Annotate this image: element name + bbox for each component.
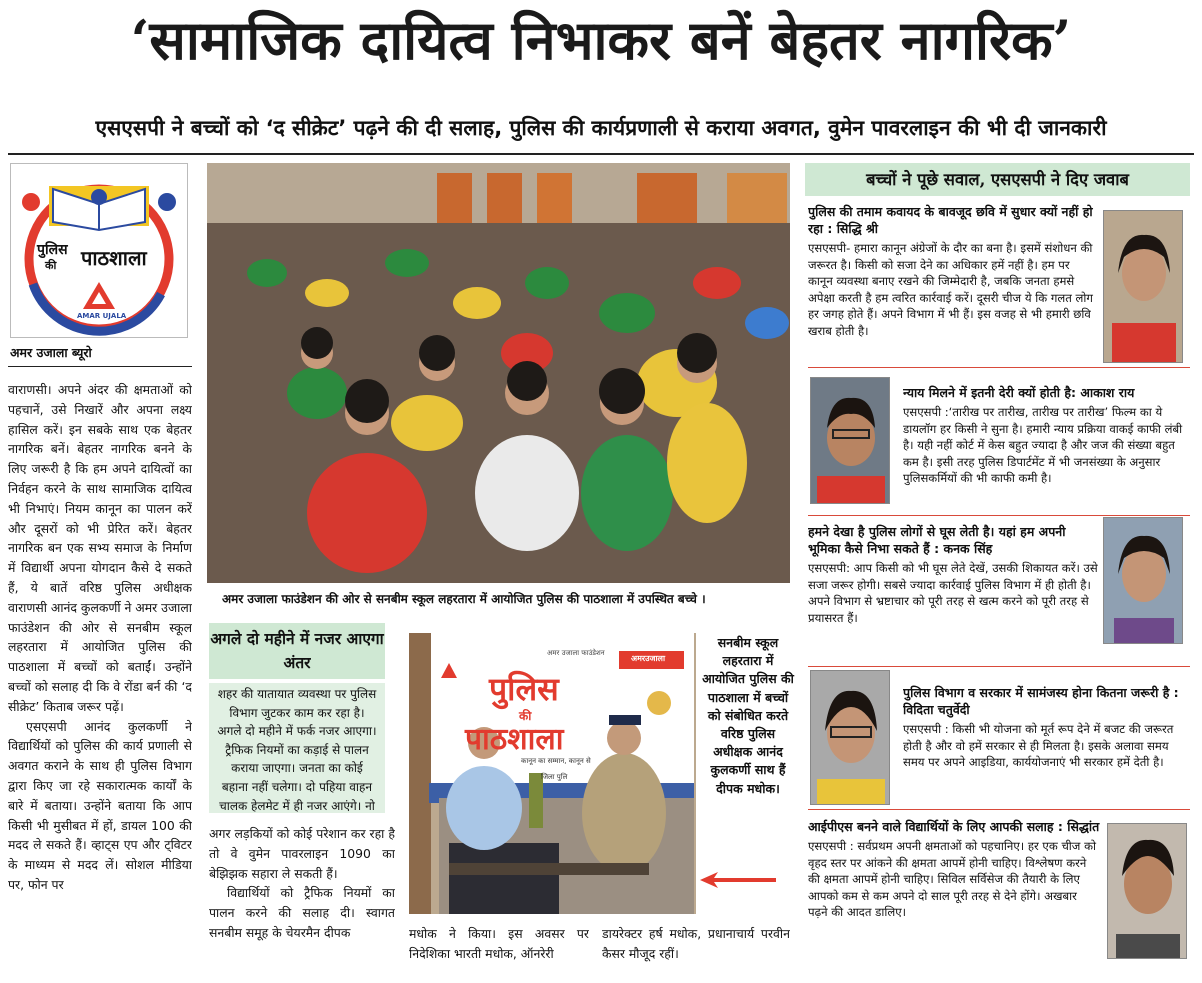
qa-separator — [808, 515, 1190, 516]
article-paragraph: अगर लड़कियों को कोई परेशान कर रहा है तो वे वुमेन पावरलाइन 1090 का बेझिझक सहारा ले सकती हैं। — [209, 826, 395, 881]
student-portrait — [1103, 210, 1183, 363]
article-paragraph: मधोक ने किया। इस अवसर पर निदेशिका भारती मधोक, ऑनरेरी — [409, 926, 589, 961]
banner-title1: पुलिस — [489, 670, 559, 708]
qa-question: पुलिस की तमाम कवायद के बावजूद छवि में सुधार क्यों नहीं हो रहा : सिद्धि श्री — [808, 204, 1093, 236]
header-rule — [8, 153, 1194, 155]
banner-tagline: कानून का सम्मान, कानून से — [521, 757, 591, 765]
side-photo-caption: सनबीम स्कूल लहरतारा में आयोजित पुलिस की पाठशाला में बच्चों को संबोधित करते वरिष्ठ पुलिस अधीक्षक आनंद कुलकर्णी साथ हैं दीपक मधोक। — [702, 635, 794, 796]
stage-photo — [409, 633, 696, 914]
logo-line2: की — [45, 259, 57, 272]
qa-question: पुलिस विभाग व सरकार में सामंजस्य होना कितना जरूरी है : विदिता चतुर्वेदी — [903, 685, 1179, 717]
qa-answer: एसएसपी : सर्वप्रथम अपनी क्षमताओं को पहचानिए। हर एक चीज को वृहद स्तर पर आंकने की क्षमता आपमें होनी चाहिए। विश्लेषण करने की क्षमता आपमें होनी चाहिए। सिविल सर्विसेज की तैयारी के लिए आपको कम से कम अपने दो साल पूरी तरह से देने होंगे। अखबार पढ़ने की आदत डालिए। — [808, 839, 1096, 919]
box-text — [209, 683, 385, 813]
bottom-left-text — [409, 924, 589, 974]
headline: ‘सामाजिक दायित्व निभाकर बनें बेहतर नागरिक’ — [130, 8, 1072, 72]
qa-separator — [808, 809, 1190, 810]
subheadline: एसएसपी ने बच्चों को ‘द सीक्रेट’ पढ़ने की दी सलाह, पुलिस की कार्यप्रणाली से कराया अवगत, वुमेन पावरलाइन की भी दी जानकारी — [95, 116, 1107, 140]
left-article-column — [8, 380, 192, 976]
qa-item — [808, 203, 1098, 363]
qa-question: हमने देखा है पुलिस लोगों से घूस लेती है। यहां हम अपनी भूमिका कैसे निभा सकते हैं : कनक सिंह — [808, 524, 1066, 556]
banner-district: जिला पुलि — [541, 773, 568, 781]
arrow-icon — [700, 871, 776, 889]
qa-heading: बच्चों ने पूछे सवाल, एसएसपी ने दिए जवाब — [805, 163, 1190, 196]
qa-separator — [808, 367, 1190, 368]
qa-item — [903, 684, 1191, 804]
qa-item — [808, 818, 1100, 968]
banner-title2: की — [519, 709, 532, 723]
middle-article-column — [209, 824, 395, 970]
bottom-right-text — [602, 924, 790, 974]
qa-item — [903, 384, 1191, 514]
box-heading: अगले दो महीने में नजर आएगा अंतर — [209, 623, 385, 679]
qa-separator — [808, 666, 1190, 667]
logo-line1: पुलिस — [37, 242, 68, 258]
qa-question: आईपीएस बनने वाले विद्यार्थियों के लिए आपकी सलाह : सिद्धांत — [808, 819, 1100, 834]
logo-line3: पाठशाला — [81, 246, 147, 270]
banner-title3: पाठशाला — [465, 722, 564, 757]
main-photo-students — [207, 163, 790, 583]
byline: अमर उजाला ब्यूरो — [10, 345, 92, 360]
logo-brand: AMAR UJALA — [77, 312, 127, 320]
qa-answer: एसएसपी :‘तारीख पर तारीख, तारीख पर तारीख’ फिल्म का ये डायलॉग हर किसी ने सुना है। हमारी न्याय प्रक्रिया वाकई काफी लंबी है। यही नहीं कोर्ट में केस बहुत ज्यादा है और जज की संख्या बहुत कम है। इसी तरह पुलिस डिपार्टमेंट में भी जनसंख्या के अनुसार पुलिसकर्मियों की भी काफी कमी है। — [903, 405, 1183, 485]
student-portrait — [1103, 517, 1183, 644]
student-portrait — [1107, 823, 1187, 959]
banner-tag: अमरउजाला — [631, 654, 666, 663]
main-photo-caption: अमर उजाला फाउंडेशन की ओर से सनबीम स्कूल लहरतारा में आयोजित पुलिस की पाठशाला में उपस्थित बच्चे । — [222, 592, 706, 606]
article-paragraph: एसएसपी आनंद कुलकर्णी ने विद्यार्थियों को पुलिस की कार्य प्रणाली से अवगत कराने के साथ ही पुलिस विभाग द्वारा किए जा रहे सकारात्मक कार्यों के बारे में बताया। उन्होंने बताया कि आप किसी भी मुसीबत में हों, डायल 100 की मदद ले सकते हैं। व्हाट्स एप और ट्विटर के माध्यम से मदद लें। सोशल मीडिया पर, फोन पर — [8, 718, 192, 892]
qa-answer: एसएसपी: आप किसी को भी घूस लेते देखें, उसकी शिकायत करें। उसे सजा जरूर होगी। सबसे ज्यादा कार्रवाई पुलिस विभाग में ही होती है। अपने विभाग से भ्रष्टाचार को पूरी तरह से खत्म करने को पूरी तरह से प्रयासरत हैं। — [808, 561, 1098, 625]
box-paragraph: शहर की यातायात व्यवस्था पर पुलिस विभाग जुटकर काम कर रहा है। अगले दो महीने में फर्क नजर आएगा। ट्रैफिक नियमों का कड़ाई से पालन कराया जाएगा। जनता का कोई बहाना नहीं चलेगा। दो पहिया वाहन चालक हेलमेट में ही नजर आएंगे। नो — [217, 687, 377, 813]
student-portrait — [810, 670, 890, 805]
banner-brand-top: अमर उजाला फाउंडेशन — [547, 649, 605, 657]
qa-answer: एसएसपी- हमारा कानून अंग्रेजों के दौर का बना है। इसमें संशोधन की जरूरत है। किसी को सजा देने का अधिकार हमें नहीं है। हम पर कानून व्यवस्था बनाए रखने की जिम्मेदारी है, जबकि जनता हमसे अपेक्षा करती है हम त्वरित कार्रवाई करें। दूसरी चीज ये कि गलत लोग हर जगह होते हैं। अपने विभाग में भी हैं। इस वजह से भी हमारी छवि खराब होती है। — [808, 241, 1093, 338]
qa-item — [808, 523, 1098, 661]
student-portrait — [810, 377, 890, 504]
qa-question: न्याय मिलने में इतनी देरी क्यों होती है: आकाश राय — [903, 385, 1135, 400]
article-paragraph: विद्यार्थियों को ट्रैफिक नियमों का पालन करने की सलाह दी। स्वागत सनबीम समूह के चेयरमैन दीपक — [209, 885, 395, 940]
qa-answer: एसएसपी : किसी भी योजना को मूर्त रूप देने में बजट की जरूरत होती है और वो हमें सरकार से ही मिलता है। इसके अलावा समय समय पर अपने आइडिया, कार्ययोजनाएं भी सरकार हमें देती है। — [903, 722, 1174, 769]
byline-rule — [8, 366, 192, 367]
article-paragraph: डायरेक्टर हर्ष मधोक, प्रधानाचार्य परवीन कैसर मौजूद रहीं। — [602, 926, 790, 961]
article-paragraph: वाराणसी। अपने अंदर की क्षमताओं को पहचानें, उसे निखारें और अपना लक्ष्य हासिल करें। इन सबके साथ एक बेहतर नागरिक बनें। बेहतर नागरिक बनने के लिए जरूरी है कि हम अपने दायित्वों का निर्वहन करने के साथ सामाजिक दायित्व भी निभाएं। नियम कानून का पालन करें और दूसरों को भी प्रेरित करें। बेहतर नागरिक बन एक सभ्य समाज के निर्माण में विद्यार्थी अपना योगदान कैसे दे सकते हैं, ये बातें वरिष्ठ पुलिस अधीक्षक वाराणसी आनंद कुलकर्णी ने अमर उजाला फाउंडेशन की ओर से सनबीम स्कूल लहरतारा में आयोजित पुलिस की पाठशाला में बच्चों को बताईं। उन्होंने बच्चों को सलाह दी कि वे रोंडा बर्न की ‘द सीक्रेट’ किताब जरूर पढ़ें। — [8, 382, 192, 714]
police-pathshala-logo — [10, 163, 188, 338]
